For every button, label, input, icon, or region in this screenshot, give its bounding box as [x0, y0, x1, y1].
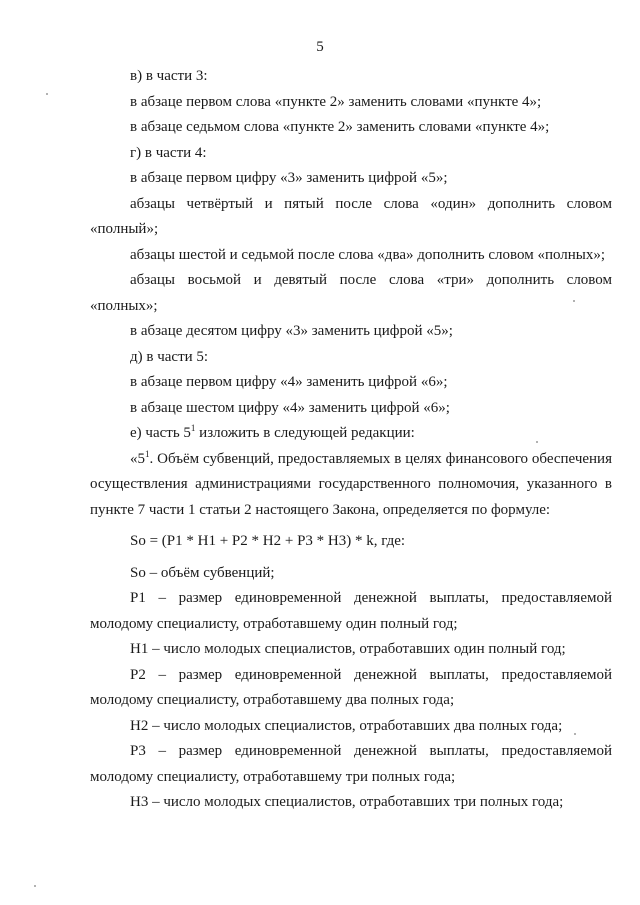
paragraph: г) в части 4:: [130, 144, 207, 161]
paragraph: в абзаце первом цифру «4» заменить цифрой «6»;: [130, 374, 448, 390]
paragraph: д) в части 5:: [130, 348, 209, 365]
scan-speck: [573, 300, 575, 302]
paragraph-part-e: [90, 421, 612, 447]
scan-speck: [574, 733, 576, 735]
paragraph: абзацы четвёртый и пятый после слова «один» дополнить словом «полный»;: [90, 195, 612, 237]
paragraph: в) в части 3:: [130, 68, 208, 84]
part-e-superscript: 1: [190, 423, 196, 433]
definition: P3 – размер единовременной денежной выплаты, предоставляемой молодому специалисту, отработавшему три полных года;: [90, 743, 612, 785]
definition: So – объём субвенций;: [130, 564, 275, 581]
part-e-text-tail: изложить в следующей редакции:: [195, 425, 415, 441]
paragraph: в абзаце первом слова «пункте 2» заменить словами «пункте 4»;: [130, 93, 542, 110]
article-number: «5: [130, 450, 145, 467]
article-text: . Объём субвенций, предоставляемых в целях финансового обеспечения осуществления администрациями государственного полномочия, указанного в пункте 7 части 1 статьи 2 настоящего Закона, определяется по формуле:: [90, 450, 612, 518]
paragraph: в абзаце десятом цифру «3» заменить цифрой «5»;: [130, 323, 453, 339]
part-e-text: е) часть 5: [130, 425, 191, 441]
paragraph: абзацы шестой и седьмой после слова «два» дополнить словом «полных»;: [130, 246, 606, 263]
paragraph: в абзаце первом цифру «3» заменить цифрой «5»;: [130, 170, 448, 186]
article-superscript: 1: [145, 448, 150, 459]
definition: P1 – размер единовременной денежной выплаты, предоставляемой молодому специалисту, отработавшему один полный год;: [90, 590, 612, 632]
scan-speck: [46, 93, 48, 95]
scan-speck: [536, 441, 538, 443]
definition: H2 – число молодых специалистов, отработавших два полных года;: [130, 717, 563, 734]
article-paragraph: [90, 447, 612, 524]
definition: P2 – размер единовременной денежной выплаты, предоставляемой молодому специалисту, отработавшему два полных года;: [90, 666, 612, 708]
scan-speck: [34, 885, 36, 887]
paragraph: в абзаце седьмом слова «пункте 2» заменить словами «пункте 4»;: [130, 119, 550, 135]
paragraph: в абзаце шестом цифру «4» заменить цифрой «6»;: [130, 399, 450, 416]
definition: H1 – число молодых специалистов, отработавших один полный год;: [130, 641, 566, 657]
paragraph: абзацы восьмой и девятый после слова «три» дополнить словом «полных»;: [90, 272, 612, 314]
page-number: 5: [316, 39, 324, 55]
document-body: [90, 64, 612, 816]
formula: So = (P1 * H1 + P2 * H2 + P3 * H3) * k, где:: [130, 533, 406, 549]
definition: H3 – число молодых специалистов, отработавших три полных года;: [130, 794, 564, 810]
